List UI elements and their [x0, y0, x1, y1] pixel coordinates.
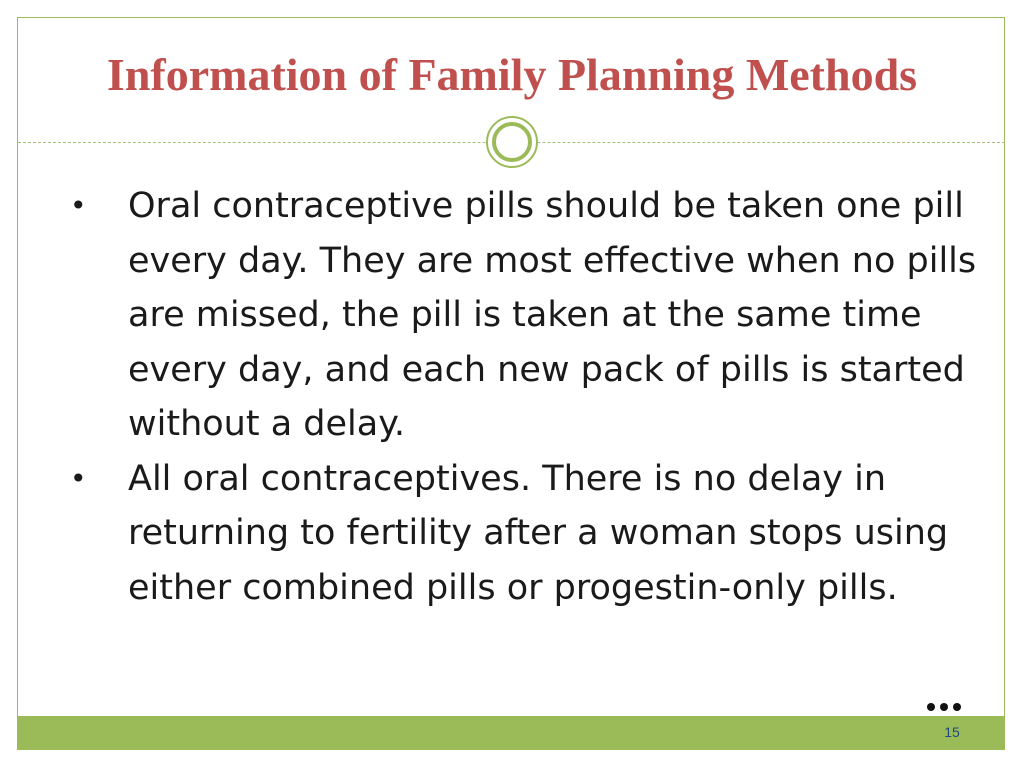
bullet-marker: •	[70, 189, 87, 222]
bullet-item	[60, 452, 980, 616]
dot	[927, 703, 935, 711]
double-ring-icon	[486, 116, 538, 168]
footer-bar	[18, 716, 1005, 749]
dot	[953, 703, 961, 711]
bullet-marker: •	[70, 461, 87, 495]
bullet-item	[60, 179, 980, 452]
slide-title: Information of Family Planning Methods	[106, 49, 918, 100]
page-number: 15	[944, 724, 960, 740]
bullet-list	[60, 179, 980, 615]
dot	[940, 703, 948, 711]
ellipsis-icon	[925, 703, 965, 713]
bullet-text: Oral contraceptive pills should be taken one pill every day. They are most effective when no pills are missed, the pill is taken at the same time every day, and each new pack of pills is started without a delay.	[128, 186, 977, 444]
inner-ring	[492, 122, 532, 162]
bullet-text: All oral contraceptives. There is no delay in returning to fertility after a woman stops using either combined pills or progestin-only pills.	[128, 458, 949, 608]
